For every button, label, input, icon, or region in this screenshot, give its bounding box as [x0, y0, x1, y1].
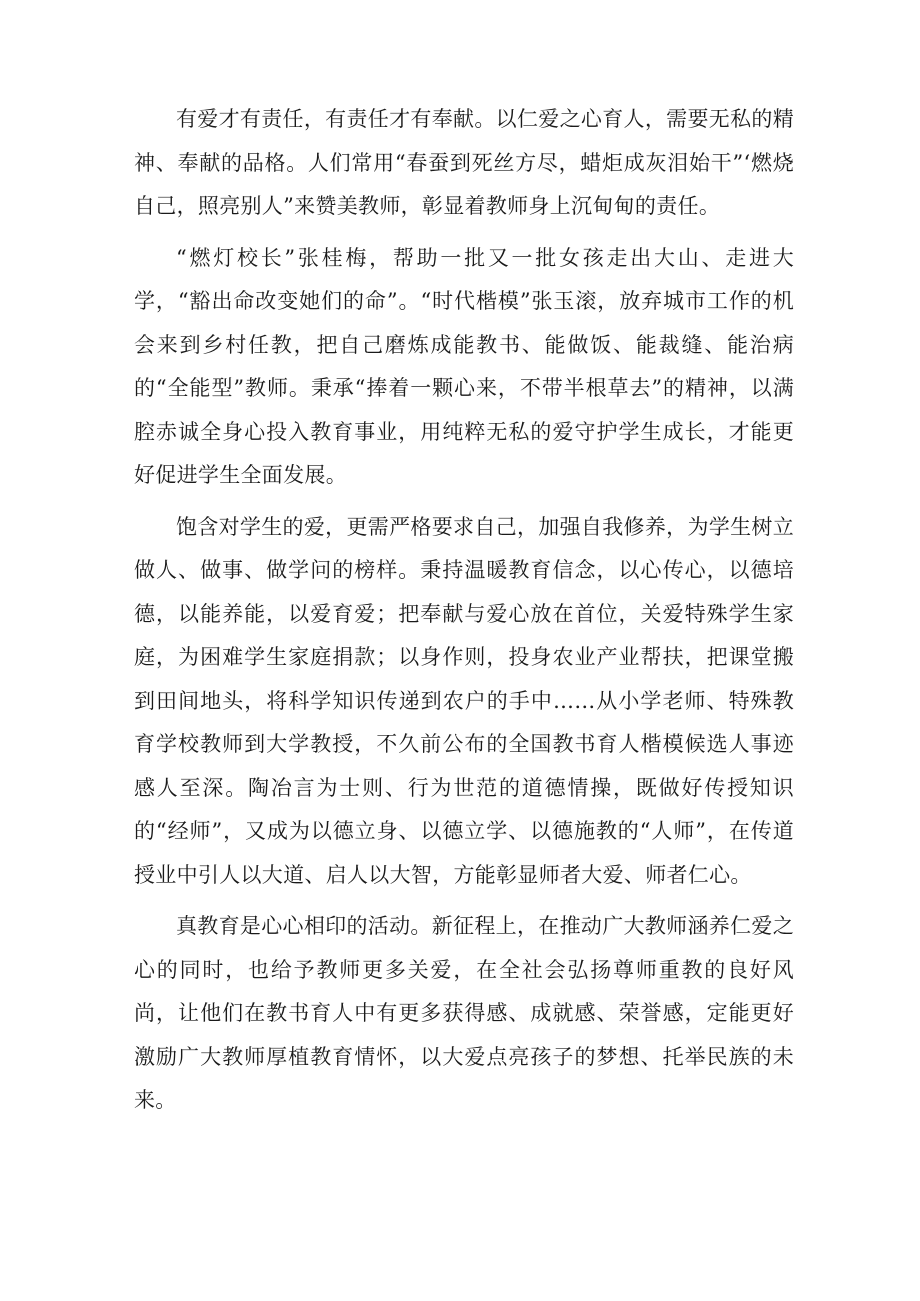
paragraph-responsibility: 有爱才有责任，有责任才有奉献。以仁爱之心育人，需要无私的精神、奉献的品格。人们常用“春蚕到死丝方尽，蜡炬成灰泪始干”‘燃烧自己，照亮别人”来赞美教师，彰显着教师身上沉甸甸的责任。 — [134, 107, 794, 218]
paragraph-role-models: “燃灯校长”张桂梅，帮助一批又一批女孩走出大山、走进大学，“豁出命改变她们的命”。“时代楷模”张玉滚，放弃城市工作的机会来到乡村任教，把自己磨炼成能教书、能做饭、能裁缝、能治病的“全能型”教师。秉承“捧着一颗心来，不带半根草去”的精神，以满腔赤诚全身心投入教育事业，用纯粹无私的爱守护学生成长，才能更好促进学生全面发展。 — [134, 245, 794, 487]
article-body — [134, 98, 794, 1123]
paragraph-self-cultivation: 饱含对学生的爱，更需严格要求自己，加强自我修养，为学生树立做人、做事、做学问的榜样。秉持温暖教育信念，以心传心，以德培德，以能养能，以爱育爱；把奉献与爱心放在首位，关爱特殊学生家庭，为困难学生家庭捐款；以身作则，投身农业产业帮扶，把课堂搬到田间地头，将科学知识传递到农户的手中……从小学老师、特殊教育学校教师到大学教授，不久前公布的全国教书育人楷模候选人事迹感人至深。陶冶言为士则、行为世范的道德情操，既做好传授知识的“经师”，又成为以德立身、以德立学、以德施教的“人师”，在传道授业中引人以大道、启人以大智，方能彰显师者大爱、师者仁心。 — [134, 514, 794, 887]
paragraph-conclusion: 真教育是心心相印的活动。新征程上，在推动广大教师涵养仁爱之心的同时，也给予教师更多关爱，在全社会弘扬尊师重教的良好风尚，让他们在教书育人中有更多获得感、成就感、荣誉感，定能更好激励广大教师厚植教育情怀，以大爱点亮孩子的梦想、托举民族的未来。 — [134, 914, 794, 1112]
